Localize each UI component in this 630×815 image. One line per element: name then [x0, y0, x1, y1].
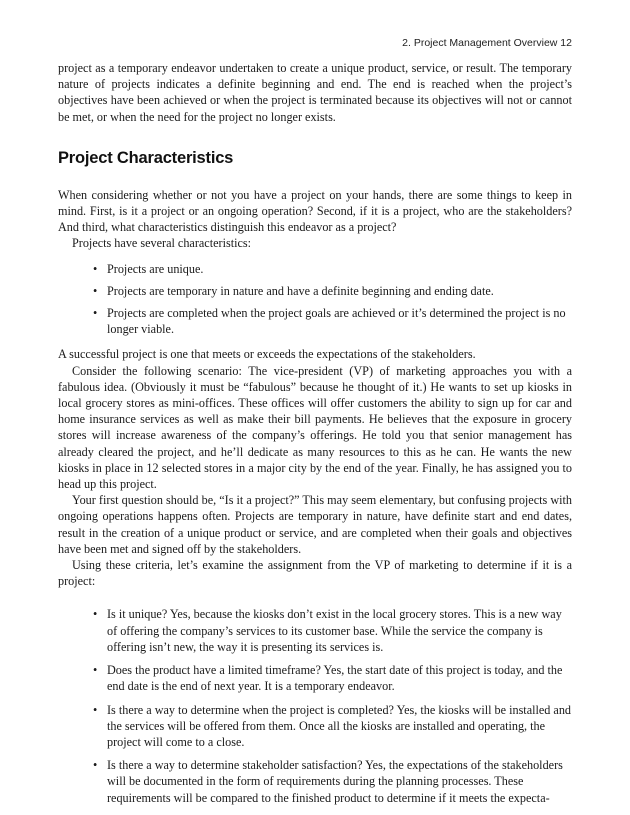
- bullet-glyph: •: [93, 758, 98, 773]
- bullet-glyph: •: [93, 607, 98, 622]
- section-heading: Project Characteristics: [58, 148, 234, 167]
- opening-paragraph: project as a temporary endeavor undertaken to create a unique product, service, or result. The temporary nature of projects indicates a definite beginning and end. The end is reached when the project’s objectives have been achieved or when the project is terminated because its objectives will not or cannot be met, or when the need for the project no longer exists.: [58, 61, 572, 124]
- criteria-list: [58, 606, 572, 805]
- successful-project-paragraph: A successful project is one that meets or exceeds the expectations of the stakeholders.: [58, 347, 476, 362]
- first-question-paragraph: Your first question should be, “Is it a project?” This may seem elementary, but confusing projects with ongoing operations happens often. Projects are temporary in nature, have definite start and end dates, result in the creation of a unique product or service, and are completed when their goals and objectives have been met and signed off by the stakeholders.: [58, 493, 572, 556]
- list-item: • Projects are unique.: [93, 261, 204, 276]
- bullet-glyph: •: [93, 261, 98, 276]
- bullet-glyph: •: [93, 663, 98, 678]
- list-item: • Projects are temporary in nature and have a definite beginning and ending date.: [93, 283, 494, 298]
- list-item: • Is there a way to determine when the project is completed? Yes, the kiosks will be installed and the services will be offered from them. Once all the kiosks are installed and operating, the project will come to a close.: [93, 702, 572, 749]
- list-item: • Projects are completed when the project goals are achieved or it’s determined the project is no longer viable.: [93, 306, 566, 337]
- bullet-glyph: •: [93, 306, 98, 321]
- bullet-glyph: •: [93, 702, 98, 717]
- list-item: • Does the product have a limited timeframe? Yes, the start date of this project is today, and the end date is the end of next year. It is a temporary endeavor.: [93, 663, 563, 694]
- characteristics-lead: Projects have several characteristics:: [72, 236, 252, 251]
- list-item: • Is it unique? Yes, because the kiosks don’t exist in the local grocery stores. This is a new way of offering the company’s services to its customer base. While the service the company is offering isn’t new, the way it is presenting its services is.: [93, 607, 562, 654]
- list-item: • Is there a way to determine stakeholder satisfaction? Yes, the expectations of the stakeholders will be documented in the form of requirements during the planning processes. These requirements will be compared to the finished product to determine if it meets the expecta-: [93, 758, 563, 805]
- criteria-paragraph: Using these criteria, let’s examine the assignment from the VP of marketing to determine if it is a project:: [58, 558, 572, 589]
- running-head: 2. Project Management Overview 12: [402, 37, 572, 49]
- characteristics-list: [58, 261, 572, 338]
- intro-paragraph: When considering whether or not you have a project on your hands, there are some things to keep in mind. First, is it a project or an ongoing operation? Second, if it is a project, who are the stakeholders? And third, what characteristics distinguish this endeavor as a project?: [58, 187, 572, 235]
- scenario-paragraph: Consider the following scenario: The vice-president (VP) of marketing approaches you with a fabulous idea. (Obviously it must be “fabulous” because he thought of it.) He wants to set up kiosks in local grocery stores as mini-offices. These offices will offer customers the ability to sign up for car and home insurance services as well as make their bill payments. He believes that the exposure in grocery stores will increase awareness of the company’s offerings. He told you that senior management has already cleared the project, and he’ll dedicate as many resources to this as he can. He wants the new kiosks in place in 12 selected stores in a major city by the end of the year. Finally, he has assigned you to head up this project.: [58, 363, 572, 492]
- bullet-glyph: •: [93, 283, 98, 298]
- page-body: [58, 60, 572, 813]
